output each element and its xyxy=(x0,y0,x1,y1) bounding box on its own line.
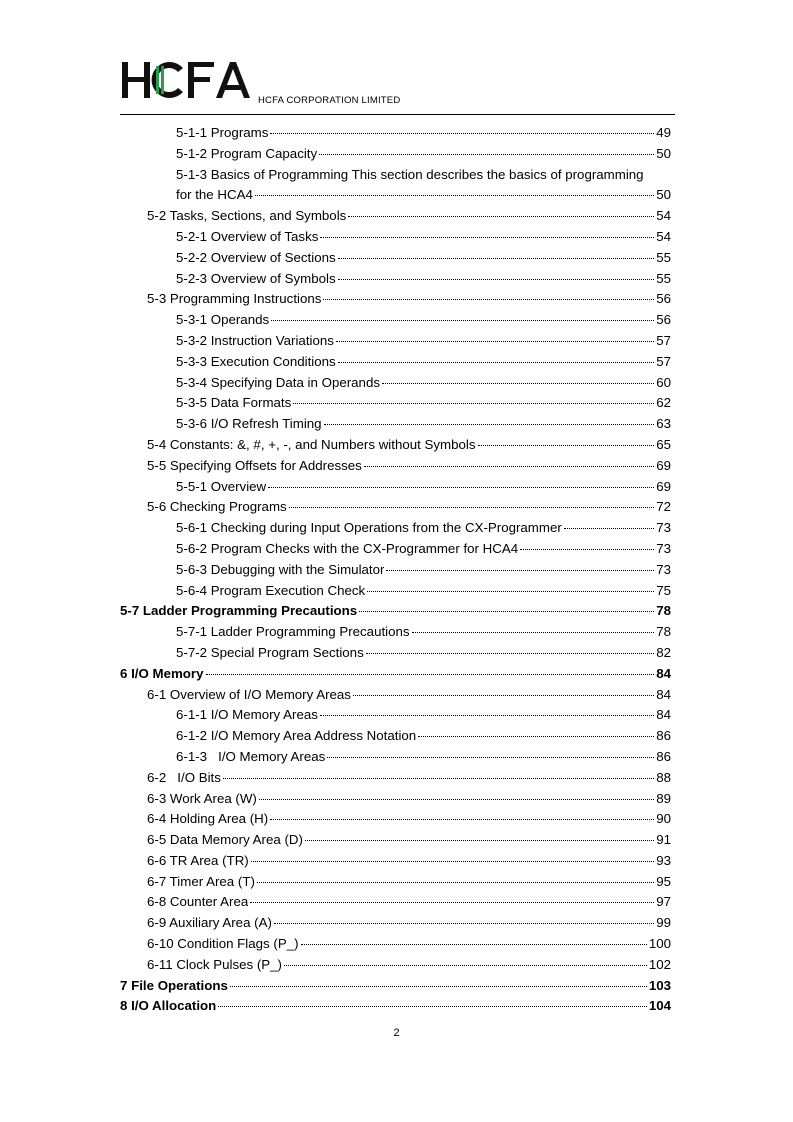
toc-entry-title: 5-7-1 Ladder Programming Precautions xyxy=(176,624,410,640)
toc-entry-title: 5-6-3 Debugging with the Simulator xyxy=(176,561,385,577)
toc-entry-title: 5-3-4 Specifying Data in Operands xyxy=(176,374,380,390)
toc-entry[interactable] xyxy=(120,165,671,186)
toc-entry-title: 6-1-3 I/O Memory Areas xyxy=(176,748,326,764)
toc-entry-page: 69 xyxy=(656,457,671,473)
dot-leader xyxy=(268,487,654,488)
toc-entry-title: 5-3 Programming Instructions xyxy=(147,291,322,307)
header-divider xyxy=(120,114,675,115)
toc-entry[interactable] xyxy=(120,851,671,872)
toc-entry[interactable] xyxy=(120,768,671,789)
toc-entry-title: 6-1-2 I/O Memory Area Address Notation xyxy=(176,728,417,744)
toc-entry-title: 6-5 Data Memory Area (D) xyxy=(147,832,303,848)
toc-entry-title: 5-2-3 Overview of Symbols xyxy=(176,270,336,286)
dot-leader xyxy=(412,632,655,633)
dot-leader xyxy=(230,986,647,987)
toc-entry-title: 6-6 TR Area (TR) xyxy=(147,852,249,868)
toc-entry-title: 5-4 Constants: &, #, +, -, and Numbers without Symbols xyxy=(147,436,476,452)
dot-leader xyxy=(324,424,655,425)
toc-entry-page: 55 xyxy=(656,249,671,265)
toc-entry-title: 6-2 I/O Bits xyxy=(147,769,221,785)
toc-entry-page: 102 xyxy=(648,956,671,972)
toc-entry[interactable] xyxy=(120,830,671,851)
toc-entry-page: 62 xyxy=(656,395,671,411)
toc-entry[interactable] xyxy=(120,872,671,893)
toc-entry[interactable] xyxy=(120,539,671,560)
toc-entry-page: 88 xyxy=(656,769,671,785)
toc-entry-page: 103 xyxy=(648,977,671,993)
toc-entry[interactable] xyxy=(120,976,671,997)
toc-entry[interactable] xyxy=(120,622,671,643)
toc-entry-page: 93 xyxy=(656,852,671,868)
company-name: HCFA CORPORATION LIMITED xyxy=(258,95,401,106)
toc-entry-title: 5-3-2 Instruction Variations xyxy=(176,332,334,348)
toc-entry[interactable] xyxy=(120,955,671,976)
toc-entry[interactable] xyxy=(120,435,671,456)
toc-entry[interactable] xyxy=(120,934,671,955)
toc-entry[interactable] xyxy=(120,310,671,331)
toc-entry-page: 72 xyxy=(656,499,671,515)
toc-entry-page: 97 xyxy=(656,894,671,910)
toc-entry-page: 57 xyxy=(656,353,671,369)
toc-entry[interactable] xyxy=(120,913,671,934)
toc-entry-page: 91 xyxy=(656,832,671,848)
toc-entry[interactable] xyxy=(120,393,671,414)
toc-entry-title: 6-7 Timer Area (T) xyxy=(147,873,255,889)
toc-entry-title: 5-6-4 Program Execution Check xyxy=(176,582,366,598)
toc-entry-title: 5-2-1 Overview of Tasks xyxy=(176,228,319,244)
dot-leader xyxy=(259,799,654,800)
toc-entry[interactable] xyxy=(120,269,671,290)
dot-leader xyxy=(478,445,655,446)
toc-entry-title: 7 File Operations xyxy=(120,977,228,993)
dot-leader xyxy=(284,965,647,966)
toc-entry-page: 57 xyxy=(656,332,671,348)
toc-entry[interactable] xyxy=(120,664,671,685)
dot-leader xyxy=(270,133,654,134)
toc-entry-page: 73 xyxy=(656,520,671,536)
toc-entry-page: 99 xyxy=(656,915,671,931)
toc-entry[interactable] xyxy=(120,248,671,269)
toc-entry-page: 56 xyxy=(656,312,671,328)
dot-leader xyxy=(320,237,654,238)
toc-entry-title: 6-10 Condition Flags (P_) xyxy=(147,936,299,952)
toc-entry-title: 8 I/O Allocation xyxy=(120,998,217,1014)
dot-leader xyxy=(255,195,654,196)
toc-entry[interactable] xyxy=(120,892,671,913)
dot-leader xyxy=(338,258,655,259)
dot-leader xyxy=(338,279,655,280)
dot-leader xyxy=(270,819,654,820)
dot-leader xyxy=(223,778,654,779)
toc-entry-page: 50 xyxy=(656,145,671,161)
toc-entry-page: 84 xyxy=(656,707,671,723)
hcfa-logo xyxy=(120,58,252,102)
toc-entry[interactable] xyxy=(120,685,671,706)
dot-leader xyxy=(364,466,654,467)
toc-entry-title: 6 I/O Memory xyxy=(120,665,204,681)
dot-leader xyxy=(301,944,647,945)
toc-entry-title: for the HCA4 xyxy=(176,187,253,203)
toc-entry-title: 5-6-2 Program Checks with the CX-Programmer for HCA4 xyxy=(176,540,519,556)
dot-leader xyxy=(274,923,654,924)
toc-entry[interactable] xyxy=(120,705,671,726)
toc-entry[interactable] xyxy=(120,144,671,165)
toc-entry-title: 6-3 Work Area (W) xyxy=(147,790,257,806)
dot-leader xyxy=(251,861,654,862)
toc-entry-page: 73 xyxy=(656,540,671,556)
dot-leader xyxy=(327,757,654,758)
toc-entry-page: 69 xyxy=(656,478,671,494)
toc-entry-page: 78 xyxy=(656,624,671,640)
toc-entry-page: 65 xyxy=(656,436,671,452)
toc-entry-page: 84 xyxy=(656,665,671,681)
dot-leader xyxy=(348,216,654,217)
dot-leader xyxy=(336,341,654,342)
toc-entry-page: 82 xyxy=(656,644,671,660)
toc-entry-title: 5-5-1 Overview xyxy=(176,478,267,494)
toc-entry-title: 5-1-3 Basics of Programming This section describes the basics of programming xyxy=(176,166,644,182)
dot-leader xyxy=(323,299,654,300)
toc-entry[interactable] xyxy=(120,789,671,810)
toc-entry-page: 54 xyxy=(656,208,671,224)
toc-entry[interactable] xyxy=(120,643,671,664)
toc-entry[interactable] xyxy=(120,289,671,310)
dot-leader xyxy=(250,902,654,903)
toc-entry-page: 78 xyxy=(656,603,671,619)
toc-entry-page: 56 xyxy=(656,291,671,307)
page-number: 2 xyxy=(393,1027,400,1039)
toc-entry-title: 5-2-2 Overview of Sections xyxy=(176,249,336,265)
dot-leader xyxy=(271,320,654,321)
toc-entry-page: 54 xyxy=(656,228,671,244)
toc-entry[interactable] xyxy=(120,996,671,1017)
toc-entry-title: 5-7 Ladder Programming Precautions xyxy=(120,603,358,619)
toc-entry[interactable] xyxy=(120,227,671,248)
toc-entry-title: 5-3-1 Operands xyxy=(176,312,270,328)
toc-entry-title: 6-1 Overview of I/O Memory Areas xyxy=(147,686,351,702)
toc-entry-title: 6-4 Holding Area (H) xyxy=(147,811,269,827)
dot-leader xyxy=(289,507,655,508)
table-of-contents xyxy=(120,123,671,1017)
toc-entry-page: 50 xyxy=(656,187,671,203)
toc-entry[interactable] xyxy=(120,477,671,498)
dot-leader xyxy=(520,549,654,550)
toc-entry[interactable] xyxy=(120,560,671,581)
toc-entry-title: 5-6-1 Checking during Input Operations from the CX-Programmer xyxy=(176,520,562,536)
toc-entry[interactable] xyxy=(120,601,671,622)
dot-leader xyxy=(418,736,654,737)
dot-leader xyxy=(320,715,654,716)
dot-leader xyxy=(305,840,654,841)
toc-entry[interactable] xyxy=(120,726,671,747)
toc-entry-page: 95 xyxy=(656,873,671,889)
toc-entry[interactable] xyxy=(120,518,671,539)
toc-entry-page: 49 xyxy=(656,125,671,140)
toc-entry-title: 6-11 Clock Pulses (P_) xyxy=(147,956,282,972)
dot-leader xyxy=(382,383,654,384)
toc-entry-title: 5-3-5 Data Formats xyxy=(176,395,292,411)
toc-entry[interactable] xyxy=(120,373,671,394)
toc-entry-title: 5-3-6 I/O Refresh Timing xyxy=(176,416,322,432)
toc-entry-title: 5-5 Specifying Offsets for Addresses xyxy=(147,457,362,473)
toc-entry[interactable] xyxy=(120,497,671,518)
page-header xyxy=(120,58,675,114)
toc-entry-page: 86 xyxy=(656,748,671,764)
toc-entry-title: 5-2 Tasks, Sections, and Symbols xyxy=(147,208,347,224)
toc-entry-page: 60 xyxy=(656,374,671,390)
toc-entry[interactable] xyxy=(120,206,671,227)
toc-entry-page: 73 xyxy=(656,561,671,577)
toc-entry-title: 5-7-2 Special Program Sections xyxy=(176,644,364,660)
toc-entry-title: 5-6 Checking Programs xyxy=(147,499,287,515)
toc-entry[interactable] xyxy=(120,809,671,830)
toc-entry-page: 100 xyxy=(648,936,671,952)
toc-entry-title: 5-3-3 Execution Conditions xyxy=(176,353,336,369)
toc-entry-page: 86 xyxy=(656,728,671,744)
dot-leader xyxy=(293,403,654,404)
dot-leader xyxy=(564,528,654,529)
dot-leader xyxy=(257,882,654,883)
toc-entry[interactable] xyxy=(120,185,671,206)
dot-leader xyxy=(359,611,654,612)
toc-entry-page: 90 xyxy=(656,811,671,827)
toc-entry-title: 6-8 Counter Area xyxy=(147,894,249,910)
toc-entry[interactable] xyxy=(120,331,671,352)
toc-entry[interactable] xyxy=(120,456,671,477)
toc-entry[interactable] xyxy=(120,414,671,435)
dot-leader xyxy=(338,362,655,363)
toc-entry[interactable] xyxy=(120,352,671,373)
toc-entry[interactable] xyxy=(120,747,671,768)
toc-entry-page: 84 xyxy=(656,686,671,702)
dot-leader xyxy=(386,570,654,571)
dot-leader xyxy=(353,695,654,696)
toc-entry-page: 55 xyxy=(656,270,671,286)
toc-entry-title: 6-1-1 I/O Memory Areas xyxy=(176,707,318,723)
toc-entry[interactable] xyxy=(120,581,671,602)
dot-leader xyxy=(367,591,654,592)
dot-leader xyxy=(319,154,654,155)
toc-entry-page: 89 xyxy=(656,790,671,806)
toc-entry-title: 5-1-2 Program Capacity xyxy=(176,145,318,161)
dot-leader xyxy=(206,674,655,675)
toc-entry-title: 6-9 Auxiliary Area (A) xyxy=(147,915,272,931)
toc-entry[interactable] xyxy=(120,123,671,144)
dot-leader xyxy=(218,1006,647,1007)
toc-entry-page: 63 xyxy=(656,416,671,432)
toc-entry-page: 104 xyxy=(648,998,671,1014)
toc-entry-page: 75 xyxy=(656,582,671,598)
toc-entry-title: 5-1-1 Programs xyxy=(176,125,269,140)
dot-leader xyxy=(366,653,654,654)
